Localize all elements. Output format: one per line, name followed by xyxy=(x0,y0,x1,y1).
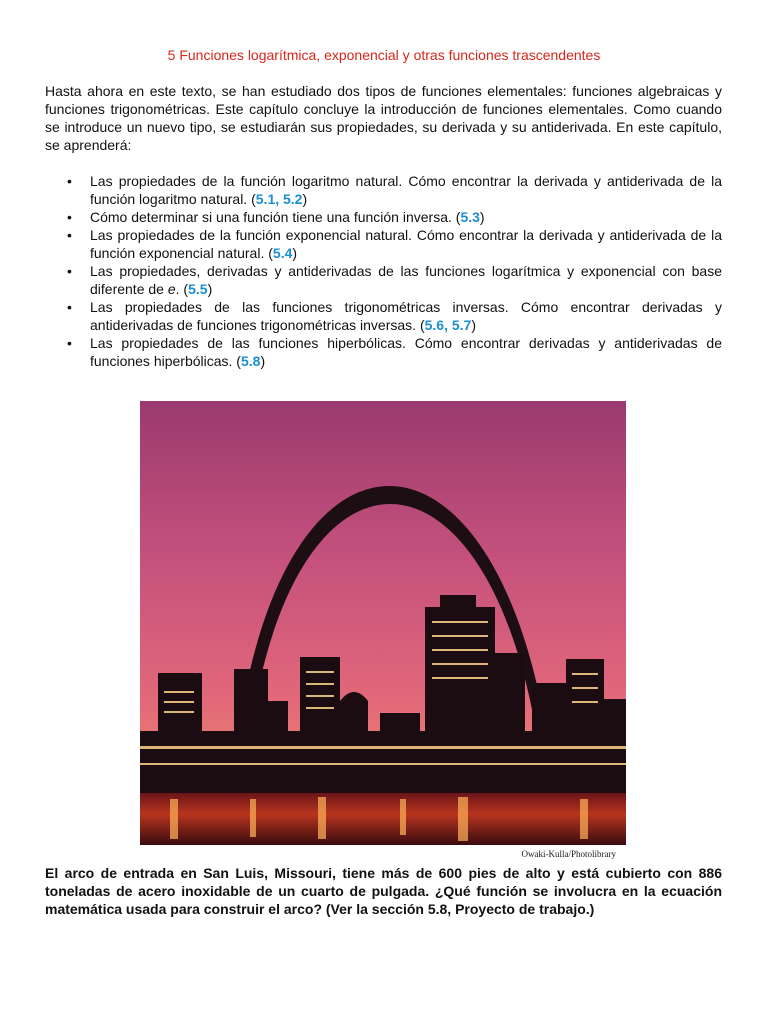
list-item xyxy=(45,226,722,262)
list-item-end: ) xyxy=(292,245,298,261)
section-reference: 5.8 xyxy=(240,353,261,369)
section-reference: 5.4 xyxy=(272,245,293,261)
list-item xyxy=(45,172,722,208)
list-item xyxy=(45,298,722,334)
river xyxy=(140,793,626,845)
bullet-icon: • xyxy=(67,263,72,279)
list-item-text: Las propiedades de las funciones hiperbólicas. Cómo encontrar derivadas y antiderivadas de funciones hiperbólicas. ( xyxy=(90,335,722,369)
list-item-text: Las propiedades de las funciones trigonométricas inversas. Cómo encontrar derivadas y antiderivadas de funciones trigonométricas inversas. ( xyxy=(90,299,722,333)
list-item xyxy=(45,334,722,370)
section-reference: 5.6, 5.7 xyxy=(424,317,472,333)
list-item-text: Las propiedades, derivadas y antiderivadas de las funciones logarítmica y exponencial con base diferente de xyxy=(90,263,722,297)
list-item-end: ) xyxy=(302,191,308,207)
photo-credit: Owaki-Kulla/Photolibrary xyxy=(521,849,616,859)
chapter-title: 5 Funciones logarítmica, exponencial y otras funciones trascendentes xyxy=(167,47,601,63)
list-item-text: Las propiedades de la función exponencial natural. Cómo encontrar la derivada y antiderivada de la función exponencial natural. ( xyxy=(90,227,722,261)
section-reference: 5.5 xyxy=(188,281,208,297)
bullet-icon: • xyxy=(67,227,72,243)
gateway-arch-photo xyxy=(140,401,626,862)
section-reference: 5.3 xyxy=(460,209,480,225)
bullet-icon: • xyxy=(67,209,72,225)
list-item-end: ) xyxy=(479,209,485,225)
list-item xyxy=(45,262,722,298)
intro-paragraph: Hasta ahora en este texto, se han estudiado dos tipos de funciones elementales: funciones algebraicas y funciones trigonométricas. Este capítulo concluye la introducción de funciones elementales. Como cuando se introduce un nuevo tipo, se estudiarán sus propiedades, su derivada y su antiderivada. En este capítulo, se aprenderá: xyxy=(45,83,722,153)
list-item-end: ) xyxy=(207,281,213,297)
arch-illustration xyxy=(140,401,626,862)
list-item-end: ) xyxy=(260,353,266,369)
list-item-text-2: . ( xyxy=(175,281,189,297)
base-e: e xyxy=(167,281,176,297)
objectives-list xyxy=(45,172,722,370)
list-item-text: Las propiedades de la función logaritmo natural. Cómo encontrar la derivada y antiderivada de la función logaritmo natural. ( xyxy=(90,173,722,207)
section-reference: 5.1, 5.2 xyxy=(255,191,303,207)
bullet-icon: • xyxy=(67,299,72,315)
photo-caption: El arco de entrada en San Luis, Missouri, tiene más de 600 pies de alto y está cubierto con 886 toneladas de acero inoxidable de un cuarto de pulgada. ¿Qué función se involucra en la ecuación matemática usada para construir el arco? (Ver la sección 5.8, Proyecto de trabajo.) xyxy=(45,865,722,917)
list-item-end: ) xyxy=(471,317,476,333)
bullet-icon: • xyxy=(67,173,72,189)
list-item-text: Cómo determinar si una función tiene una función inversa. ( xyxy=(90,209,461,225)
bullet-icon: • xyxy=(67,335,72,351)
list-item xyxy=(45,208,722,226)
